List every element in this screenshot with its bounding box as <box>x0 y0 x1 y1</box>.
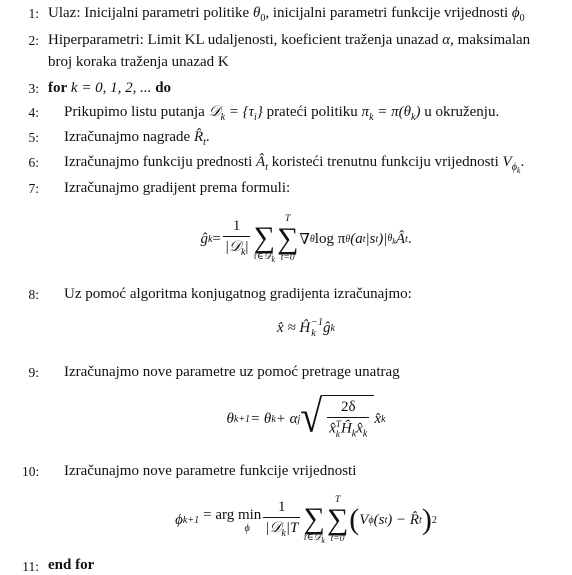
line-number-2: 2: <box>28 33 39 48</box>
algorithm-line-6: Izračunajmo funkciju prednosti $Â_t$ koristeći trenutnu funkciju vrijednosti $V_{\phi_k}$. <box>64 154 525 175</box>
conjugate-gradient-equation: x̂ ≈ Ĥ −1 k ĝ k <box>277 317 335 339</box>
line-number-5: 5: <box>28 130 39 145</box>
algorithm-line-2: Hiperparametri: Limit KL udaljenosti, koeficient traženja unazad α, maksimalan <box>48 32 531 48</box>
algorithm-line-3: for k = 0, 1, 2, ... do <box>48 80 172 96</box>
algorithm-line-11: end for <box>48 557 95 573</box>
line-number-9: 9: <box>28 365 39 380</box>
line-number-3: 3: <box>28 81 39 96</box>
line-number-6: 6: <box>28 155 39 170</box>
algorithm-line-10: Izračunajmo nove parametre funkcije vrijednosti <box>64 463 357 479</box>
line-number-11: 11: <box>22 559 39 574</box>
algorithm-line-2-cont: broj koraka traženja unazad K <box>48 54 229 70</box>
value-function-equation: ϕ k+1 = arg min ϕ $\frac{1}{|𝒟_k|T}$ ∑ τ∈𝒟$_k$ T ∑ t=0 ( V ϕ (s t ) − R̂ t ) 2 <box>175 495 437 545</box>
algorithm-line-4: Prikupimo listu putanja 𝒟$_k$ = $\{\tau_i\}$ prateći politiku $\pi_k = \pi(\theta_k)$ u okruženju. <box>64 104 500 123</box>
algorithm-line-9: Izračunajmo nove parametre uz pomoć pretrage unatrag <box>64 364 400 380</box>
gradient-equation: ĝ k = $\frac{1}{|𝒟_k|}$ ∑ τ∈𝒟$_k$ T ∑ t=0 ∇ θ log π θ (a t |s t )| $\theta_k$ Â t . <box>200 214 412 264</box>
algorithm-line-8: Uz pomoć algoritma konjugatnog gradijenta izračunajmo: <box>64 286 412 302</box>
line-number-10: 10: <box>22 464 40 479</box>
algorithm-line-1: Ulaz: Inicijalni parametri politike $\theta_0$, inicijalni parametri funkcije vrijednosti $\phi_0$ <box>48 5 525 24</box>
algorithm-line-7: Izračunajmo gradijent prema formuli: <box>64 180 291 196</box>
line-number-7: 7: <box>28 181 39 196</box>
line-number-1: 1: <box>28 6 39 21</box>
algorithm-line-5: Izračunajmo nagrade $R̂_t$. <box>64 129 210 148</box>
line-search-equation: θ k+1 = θ k + α j √ 2δ x̂ T k $Ĥ_kx̂_k$ x̂ k <box>226 389 386 442</box>
line-number-8: 8: <box>28 287 39 302</box>
line-number-4: 4: <box>28 105 39 120</box>
